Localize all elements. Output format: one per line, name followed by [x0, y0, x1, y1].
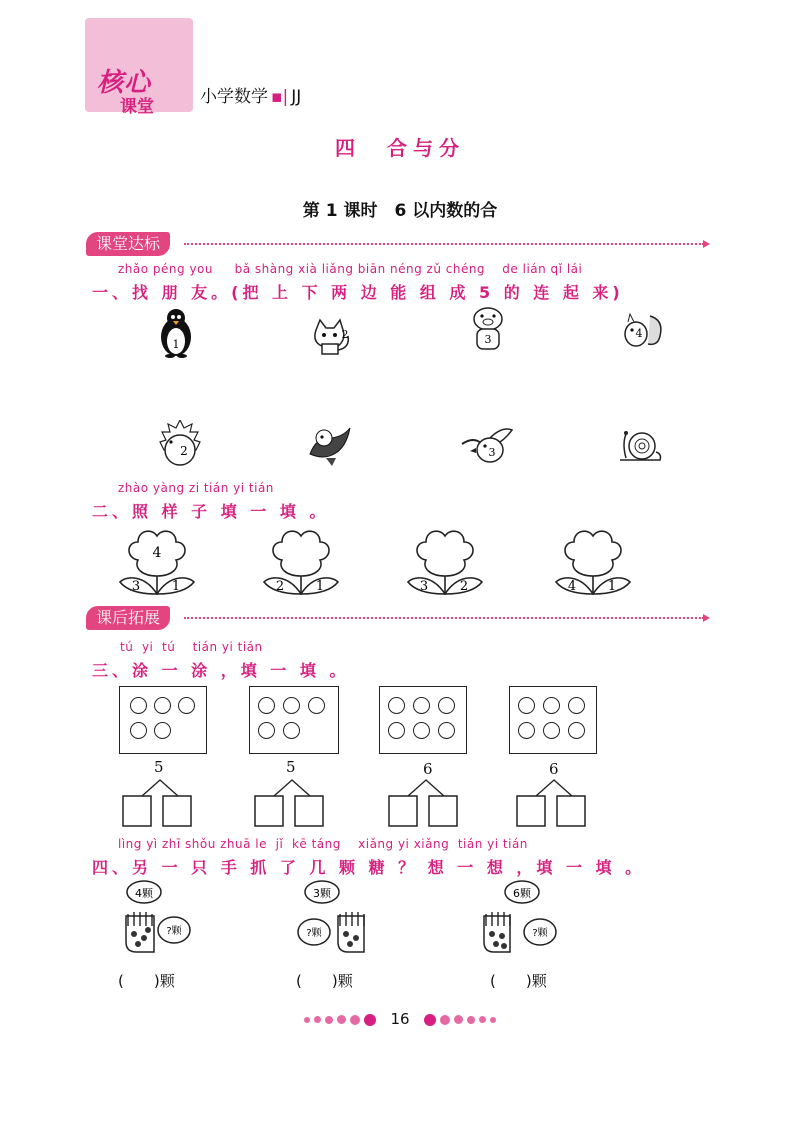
animal-number: 3	[488, 446, 496, 459]
candy-hidden: ?颗	[306, 928, 322, 939]
total-number: 5	[286, 758, 296, 776]
flower-right-number: 1	[607, 579, 617, 594]
circle[interactable]	[518, 722, 535, 739]
animal-number: 2	[180, 444, 188, 458]
decor-dot	[490, 1017, 496, 1023]
flower-left-number: 3	[419, 579, 429, 594]
candy-hands-3	[476, 878, 566, 958]
circle[interactable]	[388, 697, 405, 714]
lesson-title: 第 1 课时 6 以内数的合	[302, 201, 498, 221]
flower-right-number: 1	[315, 579, 325, 594]
circle[interactable]	[413, 722, 430, 739]
total-number: 6	[423, 760, 433, 778]
flower-example	[112, 524, 202, 598]
decor-dot	[304, 1017, 310, 1023]
section-tag-classroom: 课堂达标	[86, 232, 170, 256]
split-lines	[252, 776, 332, 832]
decor-dot	[337, 1015, 346, 1024]
section-divider	[184, 617, 704, 619]
answer-box-left	[123, 796, 151, 826]
animal-number: 4	[635, 327, 643, 340]
q3-pinyin: tú yi tú tián yi tián	[120, 640, 263, 654]
separator: ▪|	[271, 87, 289, 107]
decor-dot	[314, 1016, 321, 1023]
decor-dot	[440, 1015, 450, 1025]
circle[interactable]	[178, 697, 195, 714]
answer-blank[interactable]: ( )颗	[118, 972, 175, 990]
unit-title: 四 合与分	[335, 136, 465, 160]
candy-total: 3颗	[313, 887, 331, 900]
arrow-icon	[703, 614, 710, 622]
piglet-icon	[468, 306, 508, 358]
circle[interactable]	[438, 697, 455, 714]
flower-3	[400, 524, 490, 598]
circle[interactable]	[258, 697, 275, 714]
answer-box-right	[557, 796, 585, 826]
decor-dot	[350, 1015, 360, 1025]
flower-right-number: 1	[171, 579, 181, 594]
candy-hidden: ?颗	[166, 926, 182, 937]
flower-left-number: 2	[275, 579, 285, 594]
flower-2	[256, 524, 346, 598]
page-number: 16	[390, 1010, 410, 1028]
circle[interactable]	[154, 722, 171, 739]
decor-dot	[364, 1014, 376, 1026]
circle[interactable]	[518, 697, 535, 714]
q2-pinyin: zhào yàng zi tián yi tián	[118, 481, 274, 495]
animal-number: 1	[172, 338, 180, 351]
edition-label: JJ	[291, 87, 302, 107]
arrow-icon	[703, 240, 710, 248]
answer-box-right	[429, 796, 457, 826]
q3-title: 三、涂 一 涂 ，填 一 填 。	[92, 661, 350, 680]
q4-title: 四、另 一 只 手 抓 了 几 颗 糖 ？ 想 一 想 ，填 一 填 。	[92, 858, 646, 877]
squirrel-icon	[620, 310, 664, 356]
decor-dot	[424, 1014, 436, 1026]
candy-total: 4颗	[135, 887, 153, 900]
candy-hands-2	[292, 878, 382, 958]
subject-name: 小学数学	[200, 87, 268, 107]
split-lines	[120, 776, 200, 832]
circle[interactable]	[130, 697, 147, 714]
answer-blank[interactable]: ( )颗	[490, 972, 547, 990]
hedgehog-icon	[158, 420, 202, 472]
flower-left-number: 3	[131, 579, 141, 594]
kitten-icon	[310, 318, 354, 362]
circle[interactable]	[308, 697, 325, 714]
candy-hands-1	[112, 878, 202, 958]
flower-4	[548, 524, 638, 598]
circle[interactable]	[543, 697, 560, 714]
q1-pinyin: zhǎo péng you bǎ shàng xià liǎng biān néng zǔ chéng de lián qǐ lái	[118, 262, 583, 276]
q2-title: 二、照 样 子 填 一 填 。	[92, 502, 330, 521]
snail-icon	[618, 424, 662, 470]
circle[interactable]	[568, 697, 585, 714]
flower-right-number: 2	[459, 579, 469, 594]
decor-dot	[454, 1015, 463, 1024]
circle[interactable]	[154, 697, 171, 714]
circle[interactable]	[568, 722, 585, 739]
penguin-icon	[158, 308, 194, 362]
circle[interactable]	[283, 697, 300, 714]
section-tag-after-class: 课后拓展	[86, 606, 170, 630]
flower-top-number: 4	[152, 545, 162, 561]
circle[interactable]	[258, 722, 275, 739]
split-lines	[514, 776, 594, 832]
bird-icon	[460, 424, 516, 472]
answer-box-left	[517, 796, 545, 826]
answer-box-left	[255, 796, 283, 826]
answer-box-left	[389, 796, 417, 826]
subject-label	[200, 82, 301, 107]
logo-sub-text: 课堂	[120, 97, 154, 117]
answer-box-right	[295, 796, 323, 826]
split-lines	[386, 776, 466, 832]
answer-box-right	[163, 796, 191, 826]
page-number-row	[0, 1010, 800, 1028]
circle[interactable]	[413, 697, 430, 714]
flower-left-number: 4	[567, 579, 577, 594]
decor-dot	[479, 1016, 486, 1023]
circle[interactable]	[283, 722, 300, 739]
candy-hidden: ?颗	[532, 928, 548, 939]
circle[interactable]	[130, 722, 147, 739]
total-number: 6	[549, 760, 559, 778]
total-number: 5	[154, 758, 164, 776]
candy-total: 6颗	[513, 887, 531, 900]
animal-number: 3	[484, 333, 492, 346]
answer-blank[interactable]: ( )颗	[296, 972, 353, 990]
circle-frame	[249, 686, 339, 754]
decor-dot	[467, 1016, 475, 1024]
circle[interactable]	[438, 722, 455, 739]
logo-main-text: 核心	[97, 68, 152, 98]
q1-title: 一、找 朋 友。(把 上 下 两 边 能 组 成 5 的 连 起 来)	[92, 283, 624, 302]
animal-number: 2	[341, 328, 349, 341]
circle[interactable]	[388, 722, 405, 739]
circle[interactable]	[543, 722, 560, 739]
q4-pinyin: lìng yì zhī shǒu zhuā le jǐ kē táng xiǎng yi xiǎng tián yi tián	[118, 837, 528, 851]
decor-dot	[325, 1016, 333, 1024]
swallow-icon	[306, 424, 354, 472]
section-divider	[184, 243, 704, 245]
